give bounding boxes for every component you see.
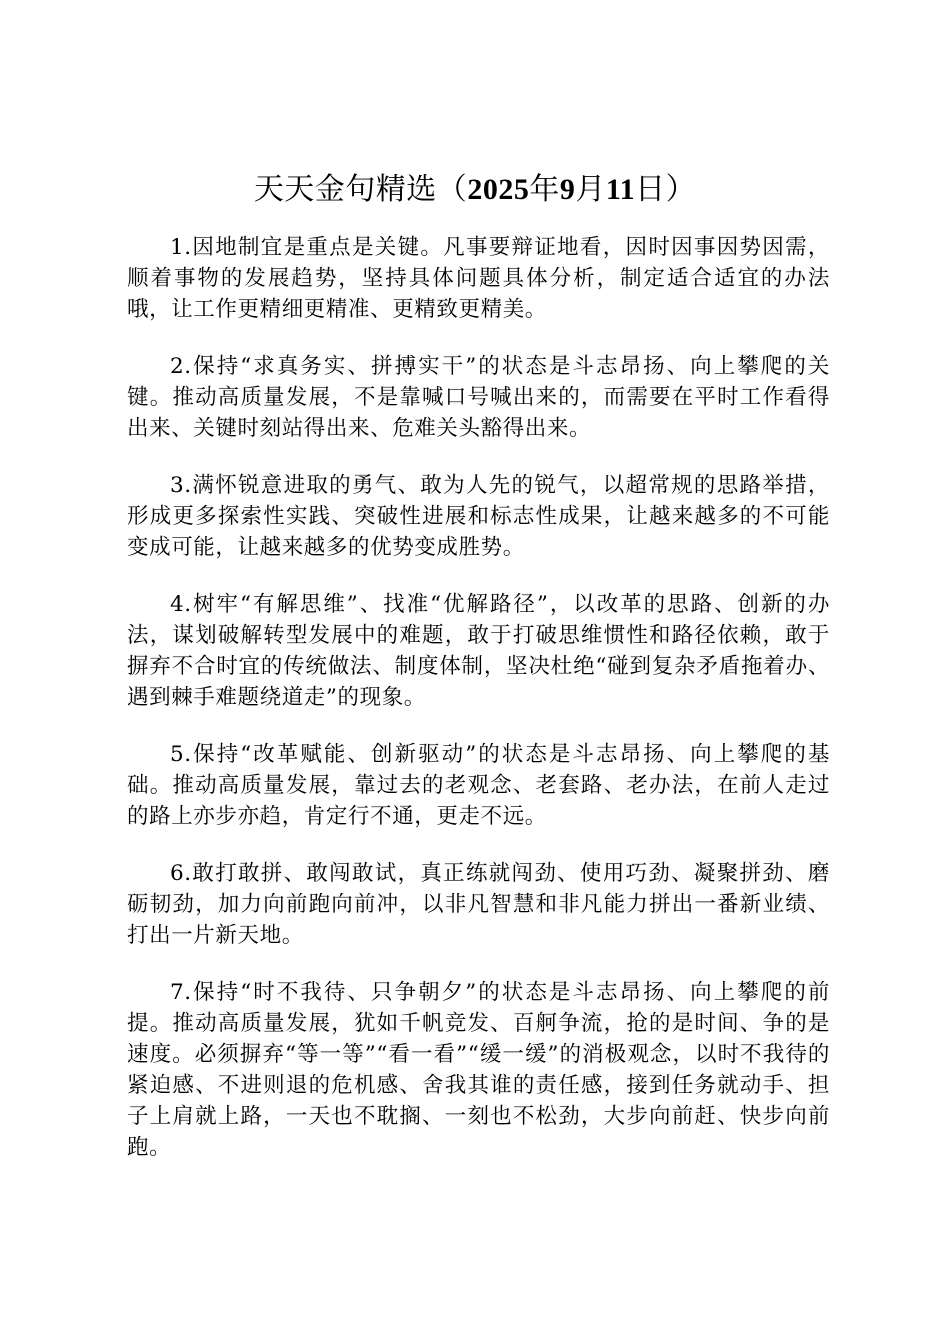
- title-year: 2025: [467, 173, 530, 206]
- title-year-unit: 年: [529, 173, 560, 206]
- title-prefix: 天天金句精选（: [253, 173, 468, 206]
- title-month: 9: [559, 173, 576, 206]
- paragraph-1: 1.因地制宜是重点是关键。凡事要辩证地看，因时因事因势因需，顺着事物的发展趋势，坚持具体问题具体分析，制定适合适宜的办法哦，让工作更精细更精准、更精致更精美。: [127, 235, 830, 322]
- title-day: 11: [605, 173, 636, 206]
- paragraph-6: 6.敢打敢拼、敢闯敢试，真正练就闯劲、使用巧劲、凝聚拼劲、磨砺韧劲，加力向前跑向前冲，以非凡智慧和非凡能力拼出一番新业绩、打出一片新天地。: [127, 861, 830, 948]
- document-title: [0, 170, 950, 210]
- document-body: [127, 232, 830, 1189]
- paragraph-4: 4.树牢“有解思维”、找准“优解路径”，以改革的思路、创新的办法，谋划破解转型发展中的难题，敢于打破思维惯性和路径依赖，敢于摒弃不合时宜的传统做法、制度体制，坚决杜绝“碰到复杂矛盾拖着办、遇到棘手难题绕道走”的现象。: [127, 592, 830, 710]
- paragraph-5: 5.保持“改革赋能、创新驱动”的状态是斗志昂扬、向上攀爬的基础。推动高质量发展，靠过去的老观念、老套路、老办法，在前人走过的路上亦步亦趋，肯定行不通，更走不远。: [127, 742, 830, 829]
- title-month-unit: 月: [575, 173, 606, 206]
- title-suffix: 日）: [635, 173, 697, 206]
- paragraph-2: 2.保持“求真务实、拼搏实干”的状态是斗志昂扬、向上攀爬的关键。推动高质量发展，不是靠喊口号喊出来的，而需要在平时工作看得出来、关键时刻站得出来、危难关头豁得出来。: [127, 354, 830, 441]
- paragraph-7: 7.保持“时不我待、只争朝夕”的状态是斗志昂扬、向上攀爬的前提。推动高质量发展，犹如千帆竞发、百舸争流，抢的是时间、争的是速度。必须摒弃“等一等”“看一看”“缓一缓”的消极观念，以时不我待的紧迫感、不进则退的危机感、舍我其谁的责任感，接到任务就动手、担子上肩就上路，一天也不耽搁、一刻也不松劲，大步向前赶、快步向前跑。: [127, 980, 830, 1160]
- paragraph-3: 3.满怀锐意进取的勇气、敢为人先的锐气，以超常规的思路举措，形成更多探索性实践、突破性进展和标志性成果，让越来越多的不可能变成可能，让越来越多的优势变成胜势。: [127, 473, 830, 560]
